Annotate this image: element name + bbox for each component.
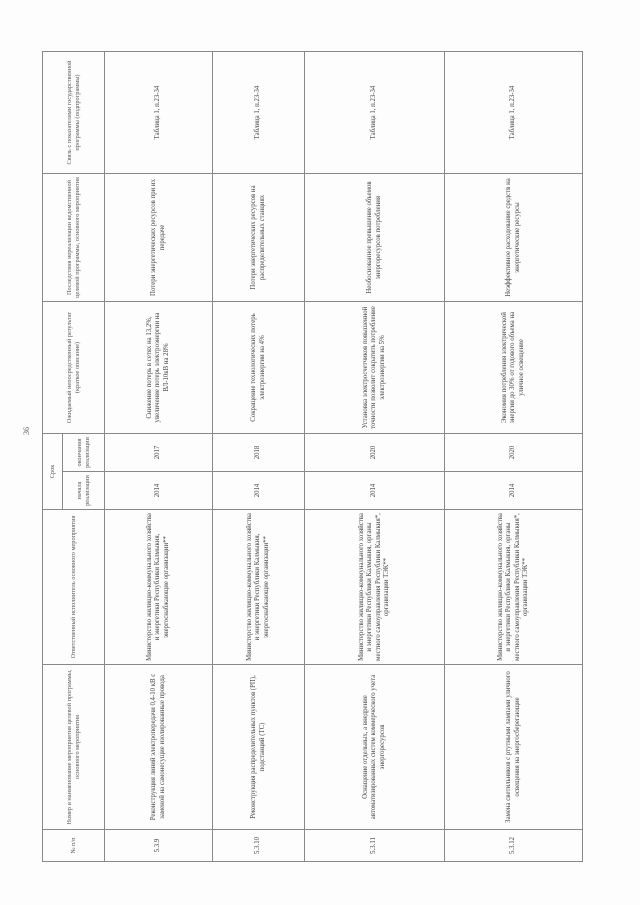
header-consequences: Последствия нереализации ведомственной целевой программы, основного мероприятия <box>43 174 105 302</box>
row-executor: Министерство жилищно-коммунального хозяйства и энергетики Республики Калмыкия, энергоснабжающие организации** <box>105 510 213 665</box>
header-num: № п/п <box>43 830 105 862</box>
table-row <box>305 52 445 862</box>
table-row <box>213 52 305 862</box>
row-end: 2017 <box>105 434 213 472</box>
row-link: Таблица 1, п.23-34 <box>305 52 445 174</box>
rotated-table-frame <box>42 52 582 862</box>
row-num: 5.3.9 <box>105 830 213 862</box>
table-row <box>445 52 583 862</box>
row-end: 2020 <box>445 434 583 472</box>
header-term-end: окончания реализации <box>63 434 105 472</box>
row-start: 2014 <box>213 472 305 510</box>
header-result: Ожидаемый непосредственный результат (краткое описание) <box>43 302 105 434</box>
row-result: Снижение потерь в сетях на 13,2%, увеличение потерь электроэнергии на ВЛ-10кВ на 28% <box>105 302 213 434</box>
row-end: 2018 <box>213 434 305 472</box>
row-name: Реконструкция распределительных пунктов (РП), подстанций (ТС) <box>213 665 305 830</box>
row-consequences: Неэффективное расходование средств на энергетические ресурсы <box>445 174 583 302</box>
header-name: Номер и наименование мероприятия целевой программы, основного мероприятия <box>43 665 105 830</box>
row-link: Таблица 1, п.23-34 <box>213 52 305 174</box>
row-name: Реконструкция линий электропередачи 0,4-10 кВ с заменой на самонесущие изолированные провода <box>105 665 213 830</box>
header-link: Связь с показателями государственной программы (подпрограммы) <box>43 52 105 174</box>
row-num: 5.3.11 <box>305 830 445 862</box>
row-name: Замена светильников с ртутными лампами уличного освещения на энергосберегающие <box>445 665 583 830</box>
row-start: 2014 <box>305 472 445 510</box>
row-start: 2014 <box>105 472 213 510</box>
row-consequences: Потери энергетических ресурсов при их передаче <box>105 174 213 302</box>
row-link: Таблица 1, п.23-34 <box>105 52 213 174</box>
program-measures-table <box>42 51 583 862</box>
row-link: Таблица 1, п.23-34 <box>445 52 583 174</box>
page-number: 36 <box>22 427 31 435</box>
header-term: Срок <box>43 434 63 510</box>
header-term-start: начала реализации <box>63 472 105 510</box>
row-start: 2014 <box>445 472 583 510</box>
row-executor: Министерство жилищно-коммунального хозяйства и энергетики Республики Калмыкия, органы местного самоуправления Республики Калмыкия*, организации ТЭК** <box>445 510 583 665</box>
header-executor: Ответственный исполнитель основного мероприятия <box>43 510 105 665</box>
row-result: Экономия потребления электрической энергии до 30% от годового объема на уличное освещение <box>445 302 583 434</box>
table-header-row <box>43 52 63 862</box>
row-result: Сокращение технологических потерь электроэнергии на 4% <box>213 302 305 434</box>
row-num: 5.3.10 <box>213 830 305 862</box>
row-result: Установка электросчетчиков повышенной точности позволит сократить потребление электроэнергии на 5% <box>305 302 445 434</box>
row-name: Оснащение отдельных, а внедрение автоматизированных систем коммерческого учета энергоресурсов <box>305 665 445 830</box>
row-num: 5.3.12 <box>445 830 583 862</box>
row-consequences: Необоснованное превышение объемов энергоресурсов потребления <box>305 174 445 302</box>
row-executor: Министерство жилищно-коммунального хозяйства и энергетики Республики Калмыкия, энергоснабжающие организации** <box>213 510 305 665</box>
row-executor: Министерство жилищно-коммунального хозяйства и энергетики Республики Калмыкия, органы местного самоуправления Республики Калмыкия*, организации ТЭК** <box>305 510 445 665</box>
row-end: 2020 <box>305 434 445 472</box>
table-row <box>105 52 213 862</box>
row-consequences: Потери энергетических ресурсов на распределительных станциях <box>213 174 305 302</box>
